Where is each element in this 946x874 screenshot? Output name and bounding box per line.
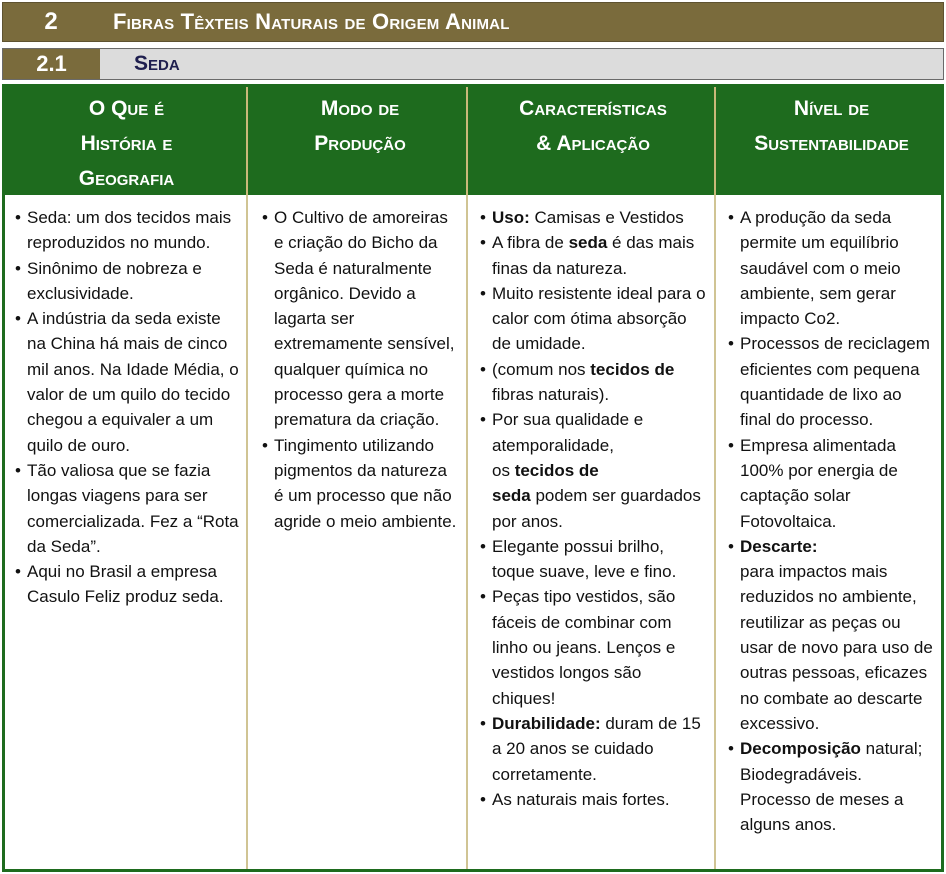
section-number: 2 xyxy=(44,8,58,35)
list-item: • Descarte: para impactos mais reduzidos no ambiente, reutilizar as peças ou usar de novo para uso de outras pessoas, eficazes no combate ao descarte excessivo. xyxy=(726,534,937,736)
list-item: • Por sua qualidade e atemporalidade, os tecidos de seda podem ser guardados por anos. xyxy=(478,407,708,533)
subsection-bar xyxy=(2,48,944,80)
subsection-number: 2.1 xyxy=(3,49,100,79)
list-item: • Durabilidade: duram de 15 a 20 anos se cuidado corretamente. xyxy=(478,711,708,787)
list-item: • As naturais mais fortes. xyxy=(478,787,708,812)
header-caracteristicas: Características & Aplicação xyxy=(468,87,716,195)
list-item: • Processos de reciclagem eficientes com pequena quantidade de lixo ao final do processo. xyxy=(726,331,937,432)
subsection-title: Seda xyxy=(100,49,943,79)
header-modo-de-producao: Modo de Produção xyxy=(248,87,468,195)
header-o-que-e: O Que é História e Geografia xyxy=(5,87,248,195)
list-item: • A produção da seda permite um equilíbrio saudável com o meio ambiente, sem gerar impacto Co2. xyxy=(726,205,937,331)
cell-o-que-e xyxy=(5,195,248,869)
list-item: • A indústria da seda existe na China há mais de cinco mil anos. Na Idade Média, o valor de um quilo do tecido chegou a equivaler a um quilo de ouro. xyxy=(13,306,240,458)
list-item: • Seda: um dos tecidos mais reproduzidos no mundo. xyxy=(13,205,240,256)
list-item: • Aqui no Brasil a empresa Casulo Feliz produz seda. xyxy=(13,559,240,610)
section-title: Fibras Têxteis Naturais de Origem Animal xyxy=(113,9,510,34)
list-item: • Tão valiosa que se fazia longas viagens para ser comercializada. Fez a “Rota da Seda”. xyxy=(13,458,240,559)
list-item: • Decomposição natural; Biodegradáveis. Processo de meses a alguns anos. xyxy=(726,736,937,837)
list-item: • Peças tipo vestidos, são fáceis de combinar com linho ou jeans. Lenços e vestidos longos são chiques! xyxy=(478,584,708,710)
info-table xyxy=(2,84,944,872)
cell-caracteristicas xyxy=(468,195,716,869)
list-item: • A fibra de seda é das mais finas da natureza. xyxy=(478,230,708,281)
section-title-bar xyxy=(2,2,944,42)
list-item: • Tingimento utilizando pigmentos da natureza é um processo que não agride o meio ambiente. xyxy=(260,433,460,534)
list-item: • Elegante possui brilho, toque suave, leve e fino. xyxy=(478,534,708,585)
list-item: • (comum nos tecidos de fibras naturais). xyxy=(478,357,708,408)
header-sustentabilidade: Nível de Sustentabilidade xyxy=(754,97,909,155)
list-item: • Empresa alimentada 100% por energia de captação solar Fotovoltaica. xyxy=(726,433,937,534)
list-item: • Uso: Camisas e Vestidos xyxy=(478,205,708,230)
cell-modo-de-producao xyxy=(248,195,468,869)
table-header-row xyxy=(5,87,941,195)
cell-sustentabilidade xyxy=(716,195,941,869)
table-body-row xyxy=(5,195,941,869)
list-item: • Sinônimo de nobreza e exclusividade. xyxy=(13,256,240,307)
list-item: • Muito resistente ideal para o calor com ótima absorção de umidade. xyxy=(478,281,708,357)
list-item: • O Cultivo de amoreiras e criação do Bicho da Seda é naturalmente orgânico. Devido a lagarta ser extremamente sensível, qualquer química no processo gera a morte prematura da criação. xyxy=(260,205,460,433)
